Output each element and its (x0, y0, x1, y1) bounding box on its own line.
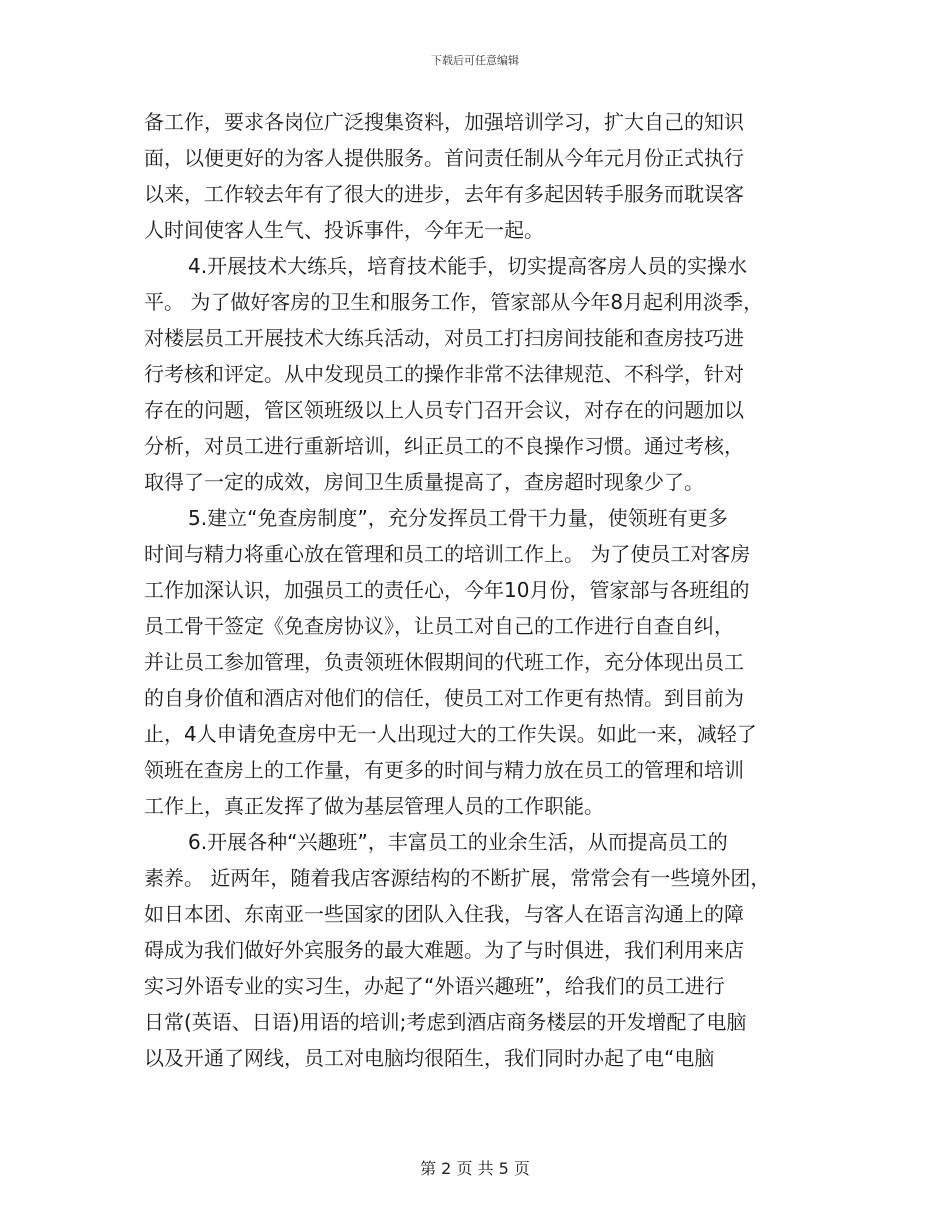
text-line: 的自身价值和酒店对他们的信任，使员工对工作更有热情。到目前为 (144, 686, 744, 710)
text-line: 以及开通了网线，员工对电脑均很陌生，我们同时办起了电“电脑 (144, 1046, 715, 1070)
text-line: 行考核和评定。从中发现员工的操作非常不法律规范、不科学，针对 (144, 362, 744, 386)
text-line: 分析，对员工进行重新培训，纠正员工的不良操作习惯。通过考核， (144, 434, 744, 458)
text-line: 素养。 近两年，随着我店客源结构的不断扩展，常常会有一些境外团， (144, 866, 771, 890)
text-line: 时间与精力将重心放在管理和员工的培训工作上。 为了使员工对客房 (144, 542, 751, 566)
text-line: 如日本团、东南亚一些国家的团队入住我，与客人在语言沟通上的障 (144, 902, 744, 926)
text-line: 员工骨干签定《免查房协议》，让员工对自己的工作进行自查自纠， (144, 614, 734, 638)
text-line: 平。 为了做好客房的卫生和服务工作，管家部从今年8月起利用淡季， (144, 290, 764, 314)
text-line: 5.建立“免查房制度”，充分发挥员工骨干力量，使领班有更多 (188, 506, 728, 530)
text-line: 4.开展技术大练兵，培育技术能手，切实提高客房人员的实操水 (188, 254, 748, 278)
text-line: 6.开展各种“兴趣班”，丰富员工的业余生活，从而提高员工的 (188, 830, 728, 854)
text-line: 碍成为我们做好外宾服务的最大难题。为了与时俱进，我们利用来店 (144, 938, 744, 962)
page-header: 下载后可任意编辑 (431, 54, 519, 67)
page-footer: 第 2 页 共 5 页 (420, 1159, 530, 1178)
text-line: 止，4人申请免查房中无一人出现过大的工作失误。如此一来，减轻了 (144, 722, 757, 746)
text-line: 日常(英语、日语)用语的培训;考虑到酒店商务楼层的开发增配了电脑 (144, 1010, 747, 1034)
text-line: 并让员工参加管理，负责领班休假期间的代班工作，充分体现出员工 (144, 650, 744, 674)
text-line: 以来，工作较去年有了很大的进步，去年有多起因转手服务而耽误客 (144, 182, 744, 206)
text-line: 工作上，真正发挥了做为基层管理人员的工作职能。 (144, 794, 604, 818)
text-line: 实习外语专业的实习生，办起了“外语兴趣班”，给我们的员工进行 (144, 974, 725, 998)
text-line: 存在的问题，管区领班级以上人员专门召开会议，对存在的问题加以 (144, 398, 744, 422)
text-line: 对楼层员工开展技术大练兵活动，对员工打扫房间技能和查房技巧进 (144, 326, 744, 350)
text-line: 领班在查房上的工作量，有更多的时间与精力放在员工的管理和培训 (144, 758, 744, 782)
text-line: 工作加深认识，加强员工的责任心，今年10月份，管家部与各班组的 (144, 578, 750, 602)
document-body (0, 104, 950, 1184)
text-line: 备工作，要求各岗位广泛搜集资料，加强培训学习，扩大自己的知识 (144, 110, 744, 134)
text-line: 人时间使客人生气、投诉事件，今年无一起。 (144, 218, 544, 242)
text-line: 面，以便更好的为客人提供服务。首问责任制从今年元月份正式执行 (144, 146, 744, 170)
text-line: 取得了一定的成效，房间卫生质量提高了，查房超时现象少了。 (144, 470, 704, 494)
